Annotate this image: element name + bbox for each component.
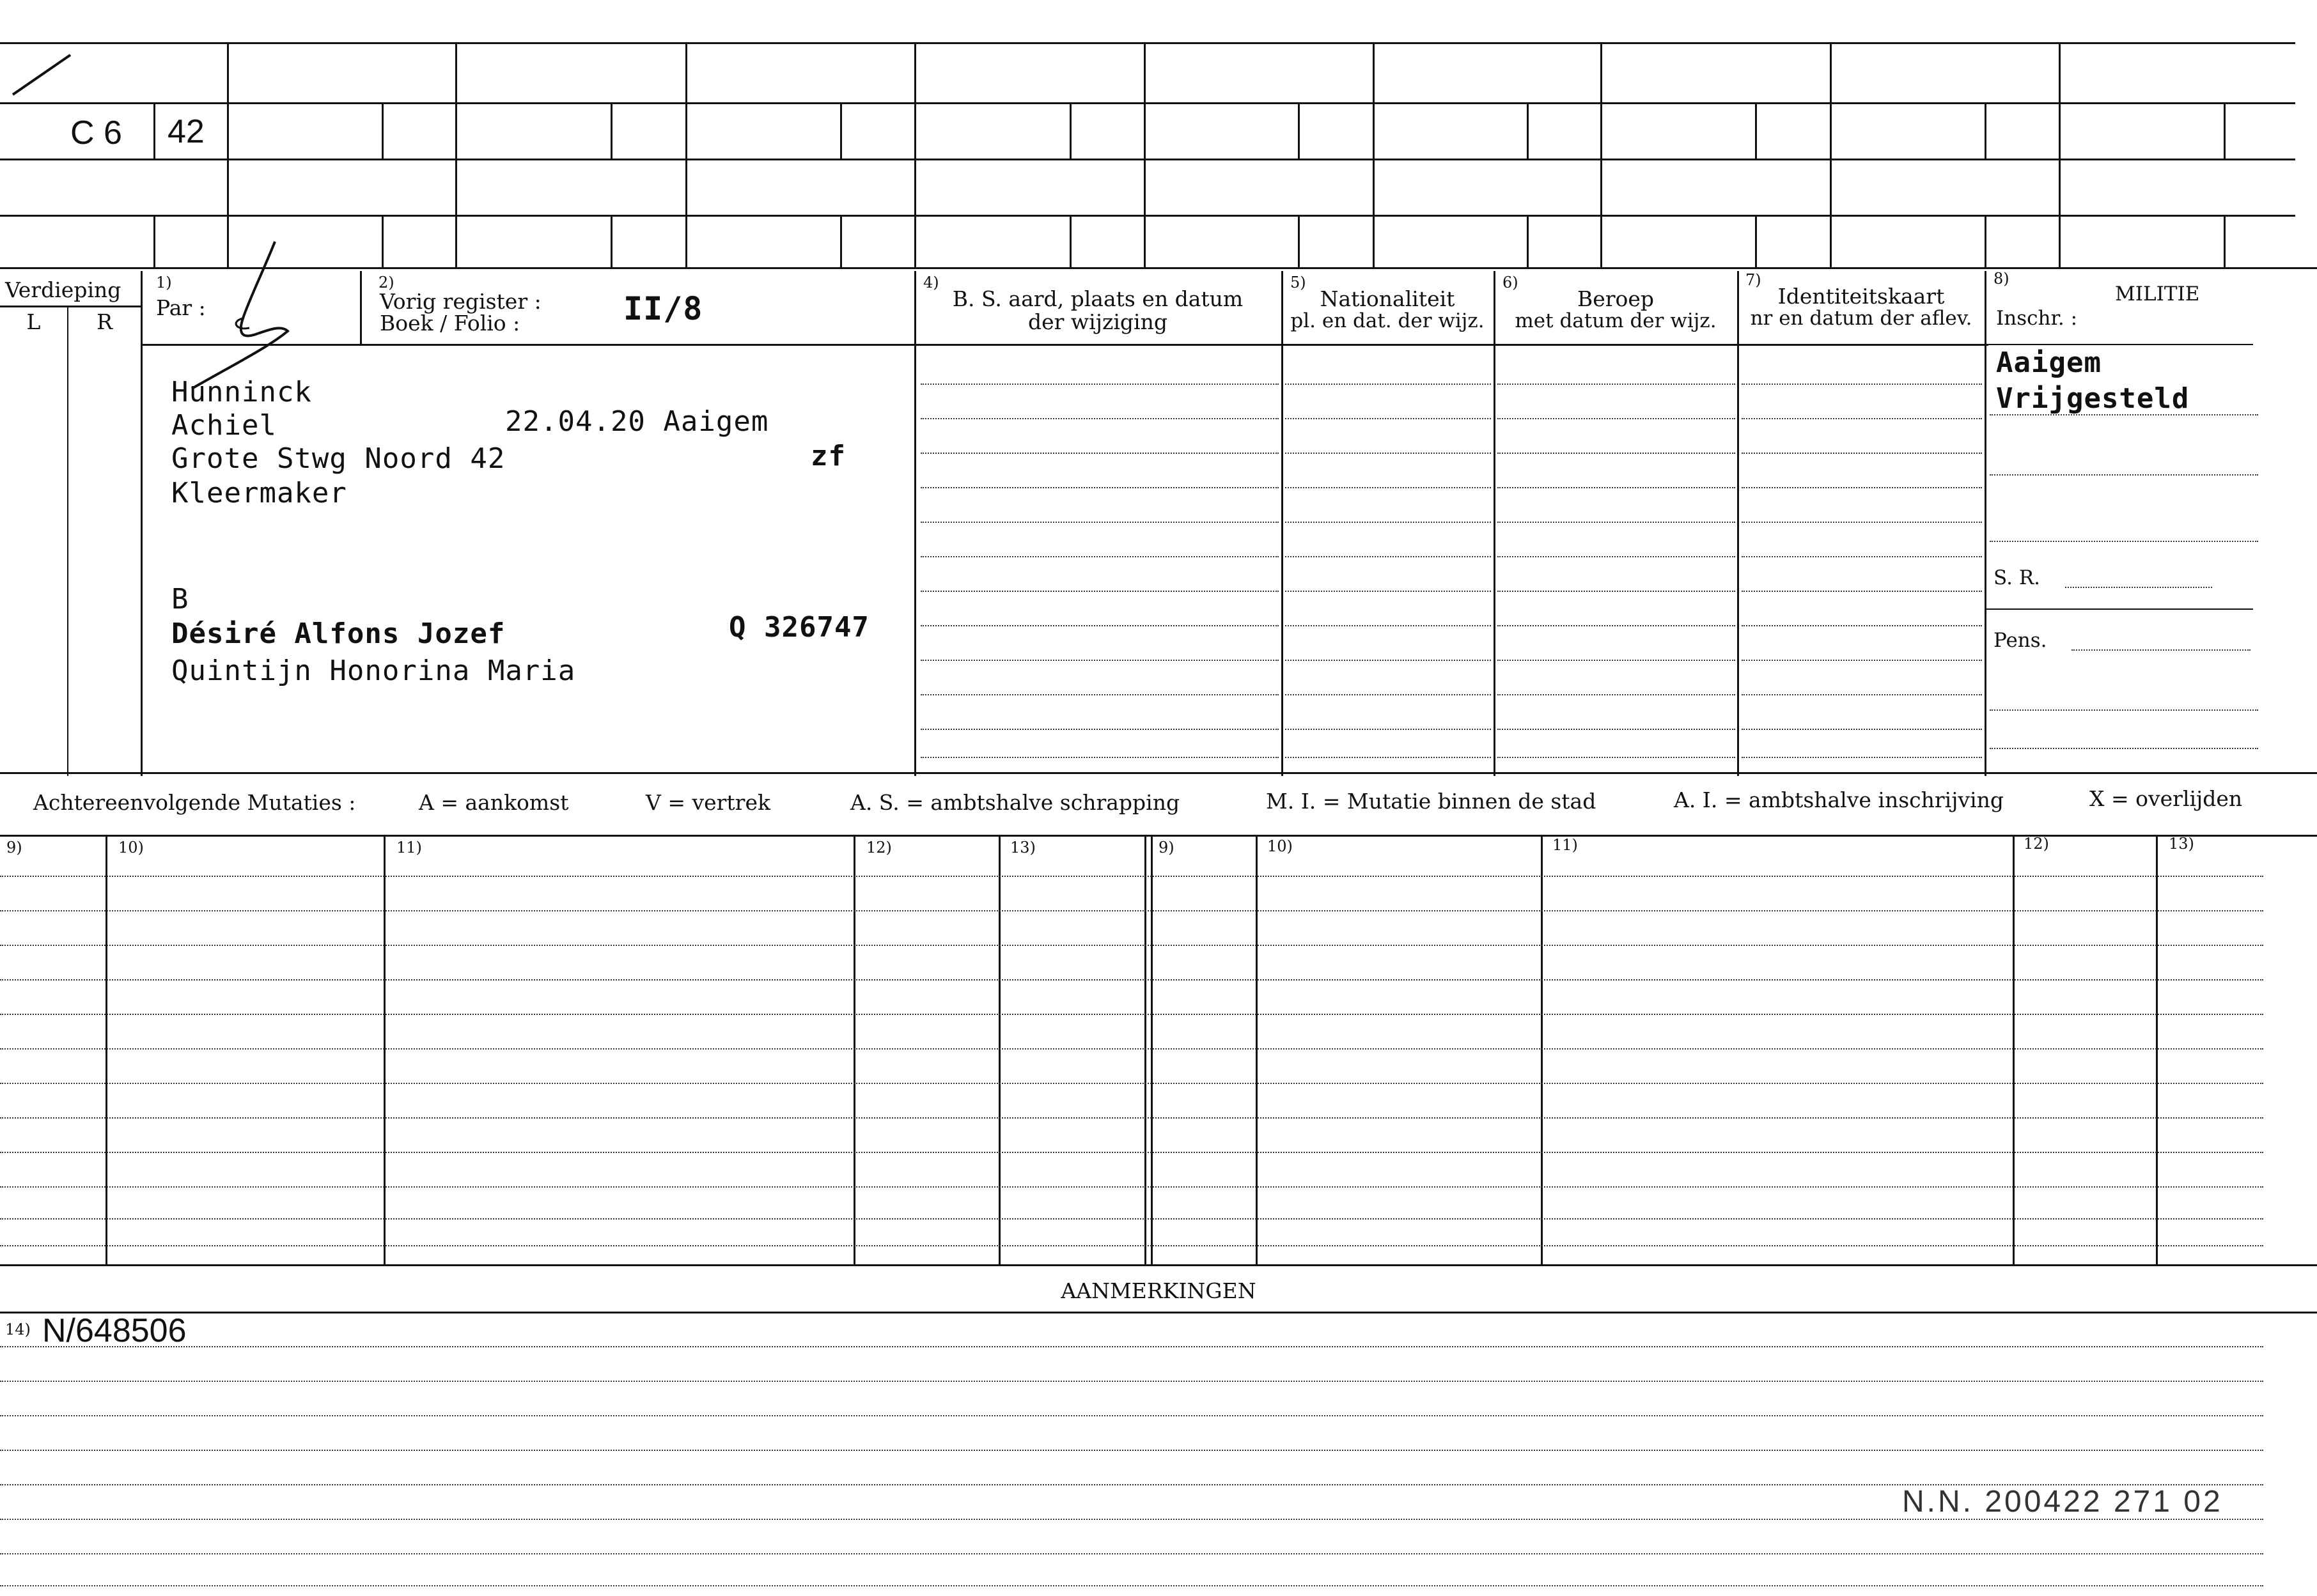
rule xyxy=(921,757,1279,758)
bs-header-line2: der wijziging xyxy=(1028,309,1167,334)
rule xyxy=(1497,591,1735,592)
col-header-11b: 11) xyxy=(1552,836,1578,854)
grid-line xyxy=(1281,271,1283,776)
grid-line xyxy=(1737,271,1739,776)
grid-line xyxy=(2013,835,2015,1266)
grid-line xyxy=(1985,102,1986,159)
rule xyxy=(0,1381,2263,1382)
militie-place: Aaigem xyxy=(1996,346,2102,379)
grid-line xyxy=(2059,42,2061,267)
person-address: Grote Stwg Noord 42 xyxy=(171,442,506,475)
grid-line xyxy=(914,42,916,267)
top-grid-code: C 6 xyxy=(70,114,122,151)
rule xyxy=(1285,660,1491,661)
grid-line xyxy=(0,102,2295,104)
grid-line xyxy=(1070,215,1072,267)
grid-line xyxy=(153,215,155,267)
rule xyxy=(1742,591,1982,592)
grid-line xyxy=(105,835,107,1266)
grid-line xyxy=(141,271,143,776)
grid-line xyxy=(0,835,2317,837)
rule xyxy=(921,487,1279,488)
rule xyxy=(0,945,2263,946)
grid-line xyxy=(1494,271,1495,776)
rule xyxy=(1990,541,2258,542)
rule xyxy=(0,1415,2263,1416)
grid-line xyxy=(382,215,384,267)
grid-line xyxy=(455,42,457,267)
grid-line xyxy=(611,215,612,267)
mutatie-a: A = aankomst xyxy=(419,790,569,815)
rule xyxy=(0,1186,2263,1188)
header-note-2: 2) xyxy=(378,274,394,291)
mutatie-as: A. S. = ambtshalve schrapping xyxy=(850,790,1180,815)
person-father: Désiré Alfons Jozef xyxy=(171,617,506,650)
grid-line xyxy=(1070,102,1072,159)
grid-line xyxy=(1985,271,1986,776)
grid-line xyxy=(1985,608,2253,610)
header-note-6: 6) xyxy=(1502,274,1518,291)
sr-label: S. R. xyxy=(1993,566,2041,589)
rule xyxy=(1497,487,1735,488)
rule xyxy=(0,1519,2263,1520)
grid-line xyxy=(2156,835,2158,1266)
header-note-4: 4) xyxy=(923,274,939,291)
rule xyxy=(2071,649,2251,651)
col-header-12b: 12) xyxy=(2024,835,2049,853)
verdieping-r-label: R xyxy=(97,309,113,334)
beroep-line1: Beroep xyxy=(1577,286,1655,311)
person-marker: zf xyxy=(811,440,846,472)
grid-line xyxy=(0,159,2295,160)
rule xyxy=(921,660,1279,661)
rule xyxy=(0,1553,2263,1554)
grid-line xyxy=(840,102,842,159)
rule xyxy=(1990,414,2258,415)
rule xyxy=(0,1048,2263,1050)
grid-line xyxy=(384,835,386,1266)
rule xyxy=(1285,591,1491,592)
mutatie-ai: A. I. = ambtshalve inschrijving xyxy=(1674,787,2004,812)
verdieping-label: Verdieping xyxy=(5,277,121,302)
aanmerkingen-title: AANMERKINGEN xyxy=(1061,1278,1256,1303)
rule xyxy=(1497,660,1735,661)
rule xyxy=(0,1218,2263,1220)
rule xyxy=(1497,556,1735,557)
rule xyxy=(0,1346,2263,1347)
grid-line xyxy=(153,102,155,159)
grid-line xyxy=(1755,102,1757,159)
grid-line xyxy=(914,344,1988,346)
rule xyxy=(1742,729,1982,730)
header-note-5: 5) xyxy=(1290,274,1306,291)
slash-mark xyxy=(10,50,74,101)
grid-line xyxy=(685,42,687,267)
grid-line xyxy=(1541,835,1543,1266)
mutatie-x: X = overlijden xyxy=(2089,786,2243,811)
rule xyxy=(1742,694,1982,695)
rule xyxy=(921,694,1279,695)
header-note-1: 1) xyxy=(156,274,172,291)
verdieping-l-label: L xyxy=(26,309,41,334)
rule xyxy=(0,876,2263,877)
grid-line xyxy=(227,42,229,267)
rule xyxy=(1285,757,1491,758)
rule xyxy=(1285,418,1491,419)
rule xyxy=(1285,487,1491,488)
grid-line xyxy=(2224,215,2226,267)
grid-line xyxy=(914,271,916,776)
grid-line xyxy=(1830,42,1832,267)
grid-line xyxy=(2224,102,2226,159)
rule xyxy=(1742,487,1982,488)
grid-line xyxy=(0,306,141,307)
grid-line xyxy=(1144,835,1146,1266)
rule xyxy=(2065,587,2212,588)
beroep-line2: met datum der wijz. xyxy=(1515,309,1717,332)
grid-line xyxy=(0,1264,2317,1266)
rule xyxy=(1742,522,1982,523)
rule xyxy=(1285,556,1491,557)
rule xyxy=(1742,418,1982,419)
bs-header-line1: B. S. aard, plaats en datum xyxy=(952,286,1244,311)
rule xyxy=(1990,709,2258,711)
grid-line xyxy=(1600,42,1602,267)
col-header-11: 11) xyxy=(396,839,422,856)
person-id-code: Q 326747 xyxy=(729,611,870,644)
top-grid-number: 42 xyxy=(168,113,205,150)
aanmerking-note: N/648506 xyxy=(42,1312,187,1349)
person-mother: Quintijn Honorina Maria xyxy=(171,655,576,687)
col-header-9b: 9) xyxy=(1158,839,1174,856)
rule xyxy=(0,1585,2263,1586)
header-note-8: 8) xyxy=(1993,270,2009,288)
rule xyxy=(1497,625,1735,626)
identiteitskaart-line1: Identiteitskaart xyxy=(1777,284,1945,309)
rule xyxy=(921,418,1279,419)
grid-line xyxy=(1755,215,1757,267)
grid-line xyxy=(0,267,2317,269)
folio-value: II/8 xyxy=(623,290,703,327)
grid-line xyxy=(1298,102,1300,159)
nn-number: N.N. 200422 271 02 xyxy=(1902,1485,2223,1519)
person-occupation: Kleermaker xyxy=(171,477,347,509)
rule xyxy=(0,1014,2263,1015)
rule xyxy=(921,625,1279,626)
rule xyxy=(1742,384,1982,385)
grid-line xyxy=(1373,42,1375,267)
rule xyxy=(1285,729,1491,730)
note-number: 14) xyxy=(5,1321,31,1338)
grid-line xyxy=(1144,42,1146,267)
identiteitskaart-line2: nr en datum der aflev. xyxy=(1750,307,1972,330)
grid-line xyxy=(854,835,855,1266)
boek-folio-label: Boek / Folio : xyxy=(380,311,520,336)
grid-line xyxy=(360,271,362,344)
rule xyxy=(1497,694,1735,695)
grid-line xyxy=(999,835,1001,1266)
grid-line xyxy=(382,102,384,159)
nationaliteit-line2: pl. en dat. der wijz. xyxy=(1290,309,1485,332)
rule xyxy=(1285,384,1491,385)
rule xyxy=(1497,453,1735,454)
rule xyxy=(1742,625,1982,626)
rule xyxy=(921,729,1279,730)
rule xyxy=(921,522,1279,523)
rule xyxy=(1285,625,1491,626)
rule xyxy=(921,556,1279,557)
militie-status: Vrijgesteld xyxy=(1996,382,2190,415)
mutatie-mi: M. I. = Mutatie binnen de stad xyxy=(1266,789,1596,814)
rule xyxy=(0,979,2263,980)
rule xyxy=(1497,384,1735,385)
rule xyxy=(1742,660,1982,661)
person-letter: B xyxy=(171,583,189,616)
rule xyxy=(921,453,1279,454)
inschr-label: Inschr. : xyxy=(1996,307,2078,330)
rule xyxy=(1285,522,1491,523)
rule xyxy=(1497,757,1735,758)
nationaliteit-line1: Nationaliteit xyxy=(1320,286,1455,311)
grid-line xyxy=(1298,215,1300,267)
header-note-7: 7) xyxy=(1745,271,1761,289)
grid-line xyxy=(67,306,68,776)
col-header-13: 13) xyxy=(1010,839,1036,856)
grid-line xyxy=(1527,215,1529,267)
rule xyxy=(0,1117,2263,1119)
rule xyxy=(921,384,1279,385)
rule xyxy=(0,910,2263,911)
rule xyxy=(1742,453,1982,454)
grid-line xyxy=(0,1312,2317,1313)
col-header-10: 10) xyxy=(118,839,144,856)
grid-line xyxy=(611,102,612,159)
grid-line xyxy=(0,772,2317,774)
grid-line xyxy=(1985,344,2253,345)
militie-label: MILITIE xyxy=(2115,283,2200,306)
vorig-register-label: Vorig register : xyxy=(380,289,542,314)
pens-label: Pens. xyxy=(1993,629,2047,652)
rule xyxy=(1990,748,2258,749)
rule xyxy=(921,591,1279,592)
grid-line xyxy=(1985,215,1986,267)
rule xyxy=(1285,694,1491,695)
grid-line xyxy=(0,42,2295,44)
rule xyxy=(1497,729,1735,730)
rule xyxy=(0,1083,2263,1084)
par-label: Par : xyxy=(156,295,206,320)
rule xyxy=(0,1450,2263,1451)
rule xyxy=(1742,757,1982,758)
grid-line xyxy=(840,215,842,267)
person-birth: 22.04.20 Aaigem xyxy=(505,405,769,438)
grid-line xyxy=(1527,102,1529,159)
grid-line xyxy=(0,215,2295,217)
rule xyxy=(1742,556,1982,557)
rule xyxy=(1497,522,1735,523)
grid-line xyxy=(1151,835,1153,1266)
mutatie-v: V = vertrek xyxy=(646,790,770,815)
rule xyxy=(1285,453,1491,454)
col-header-12: 12) xyxy=(866,839,892,856)
rule xyxy=(0,1152,2263,1153)
rule xyxy=(0,1245,2263,1246)
col-header-9: 9) xyxy=(6,839,22,856)
col-header-13b: 13) xyxy=(2169,835,2194,853)
person-firstname: Achiel xyxy=(171,409,277,442)
grid-line xyxy=(1256,835,1258,1266)
rule xyxy=(1990,474,2258,476)
person-surname: Hunninck xyxy=(171,376,312,408)
mutaties-title: Achtereenvolgende Mutaties : xyxy=(33,790,356,815)
col-header-10b: 10) xyxy=(1267,837,1293,855)
rule xyxy=(1497,418,1735,419)
